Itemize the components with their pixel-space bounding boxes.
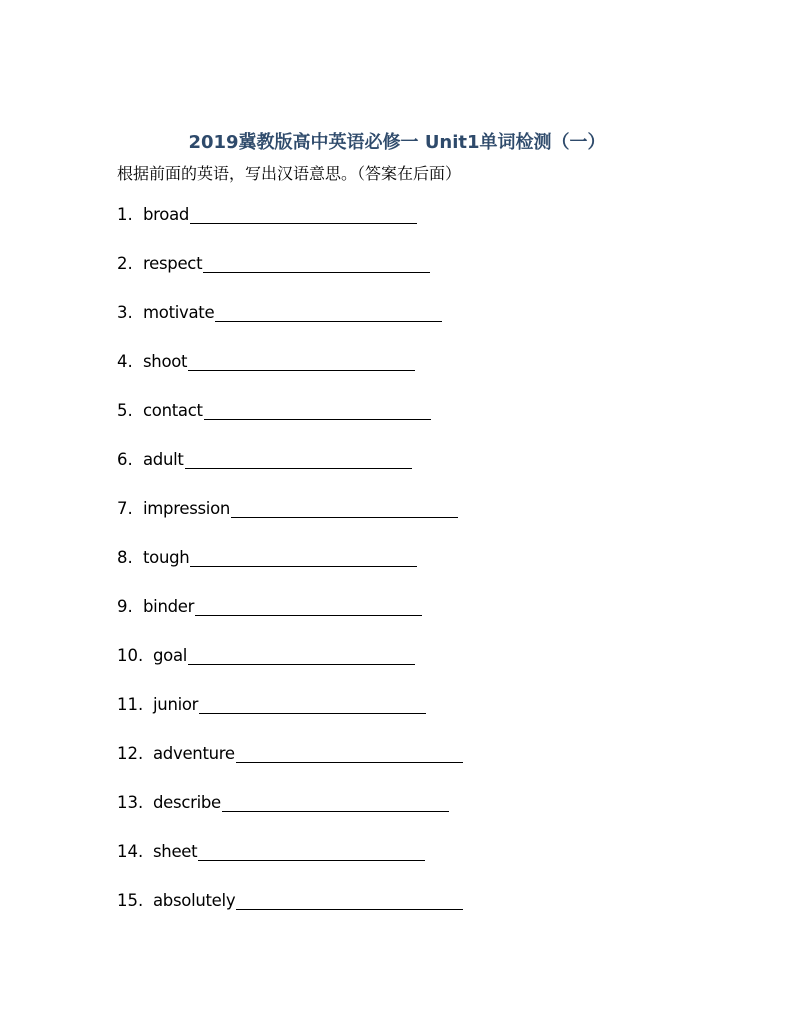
- item-word: junior: [153, 695, 199, 714]
- item-word: tough: [143, 548, 190, 567]
- item-word: respect: [143, 254, 203, 273]
- list-item: [117, 401, 463, 450]
- answer-blank[interactable]: [203, 254, 430, 273]
- answer-blank[interactable]: [222, 793, 449, 812]
- instruction-text: 根据前面的英语，写出汉语意思。（答案在后面）: [117, 164, 462, 183]
- item-word: binder: [143, 597, 195, 616]
- answer-blank[interactable]: [236, 744, 463, 763]
- item-number: 4.: [117, 352, 133, 371]
- item-number: 10.: [117, 646, 144, 665]
- answer-blank[interactable]: [231, 499, 458, 518]
- list-item: [117, 842, 463, 891]
- list-item: [117, 793, 463, 842]
- answer-blank[interactable]: [190, 205, 417, 224]
- item-number: 8.: [117, 548, 133, 567]
- page-title: 2019冀教版高中英语必修一 Unit1单词检测（一）: [188, 132, 606, 153]
- list-item: [117, 597, 463, 646]
- item-number: 3.: [117, 303, 133, 322]
- answer-blank[interactable]: [198, 842, 425, 861]
- item-number: 2.: [117, 254, 133, 273]
- item-word: shoot: [143, 352, 188, 371]
- answer-blank[interactable]: [204, 401, 431, 420]
- item-word: goal: [153, 646, 188, 665]
- answer-blank[interactable]: [236, 891, 463, 910]
- answer-blank[interactable]: [215, 303, 442, 322]
- item-number: 9.: [117, 597, 133, 616]
- answer-blank[interactable]: [188, 352, 415, 371]
- list-item: [117, 254, 463, 303]
- list-item: [117, 303, 463, 352]
- item-number: 13.: [117, 793, 144, 812]
- item-number: 15.: [117, 891, 144, 910]
- list-item: [117, 891, 463, 940]
- item-number: 12.: [117, 744, 144, 763]
- list-item: [117, 646, 463, 695]
- list-item: [117, 744, 463, 793]
- list-item: [117, 205, 463, 254]
- item-word: absolutely: [153, 891, 236, 910]
- answer-blank[interactable]: [195, 597, 422, 616]
- list-item: [117, 499, 463, 548]
- list-item: [117, 548, 463, 597]
- list-item: [117, 352, 463, 401]
- item-word: motivate: [143, 303, 215, 322]
- item-number: 11.: [117, 695, 144, 714]
- item-word: broad: [143, 205, 190, 224]
- item-number: 5.: [117, 401, 133, 420]
- answer-blank[interactable]: [199, 695, 426, 714]
- item-word: adventure: [153, 744, 235, 763]
- list-item: [117, 450, 463, 499]
- item-word: contact: [143, 401, 203, 420]
- item-number: 1.: [117, 205, 133, 224]
- item-word: impression: [143, 499, 231, 518]
- item-word: describe: [153, 793, 221, 812]
- answer-blank[interactable]: [188, 646, 415, 665]
- item-number: 6.: [117, 450, 133, 469]
- item-number: 14.: [117, 842, 144, 861]
- item-number: 7.: [117, 499, 133, 518]
- list-item: [117, 695, 463, 744]
- item-word: sheet: [153, 842, 198, 861]
- answer-blank[interactable]: [185, 450, 412, 469]
- answer-blank[interactable]: [190, 548, 417, 567]
- word-list: [117, 205, 463, 940]
- item-word: adult: [143, 450, 184, 469]
